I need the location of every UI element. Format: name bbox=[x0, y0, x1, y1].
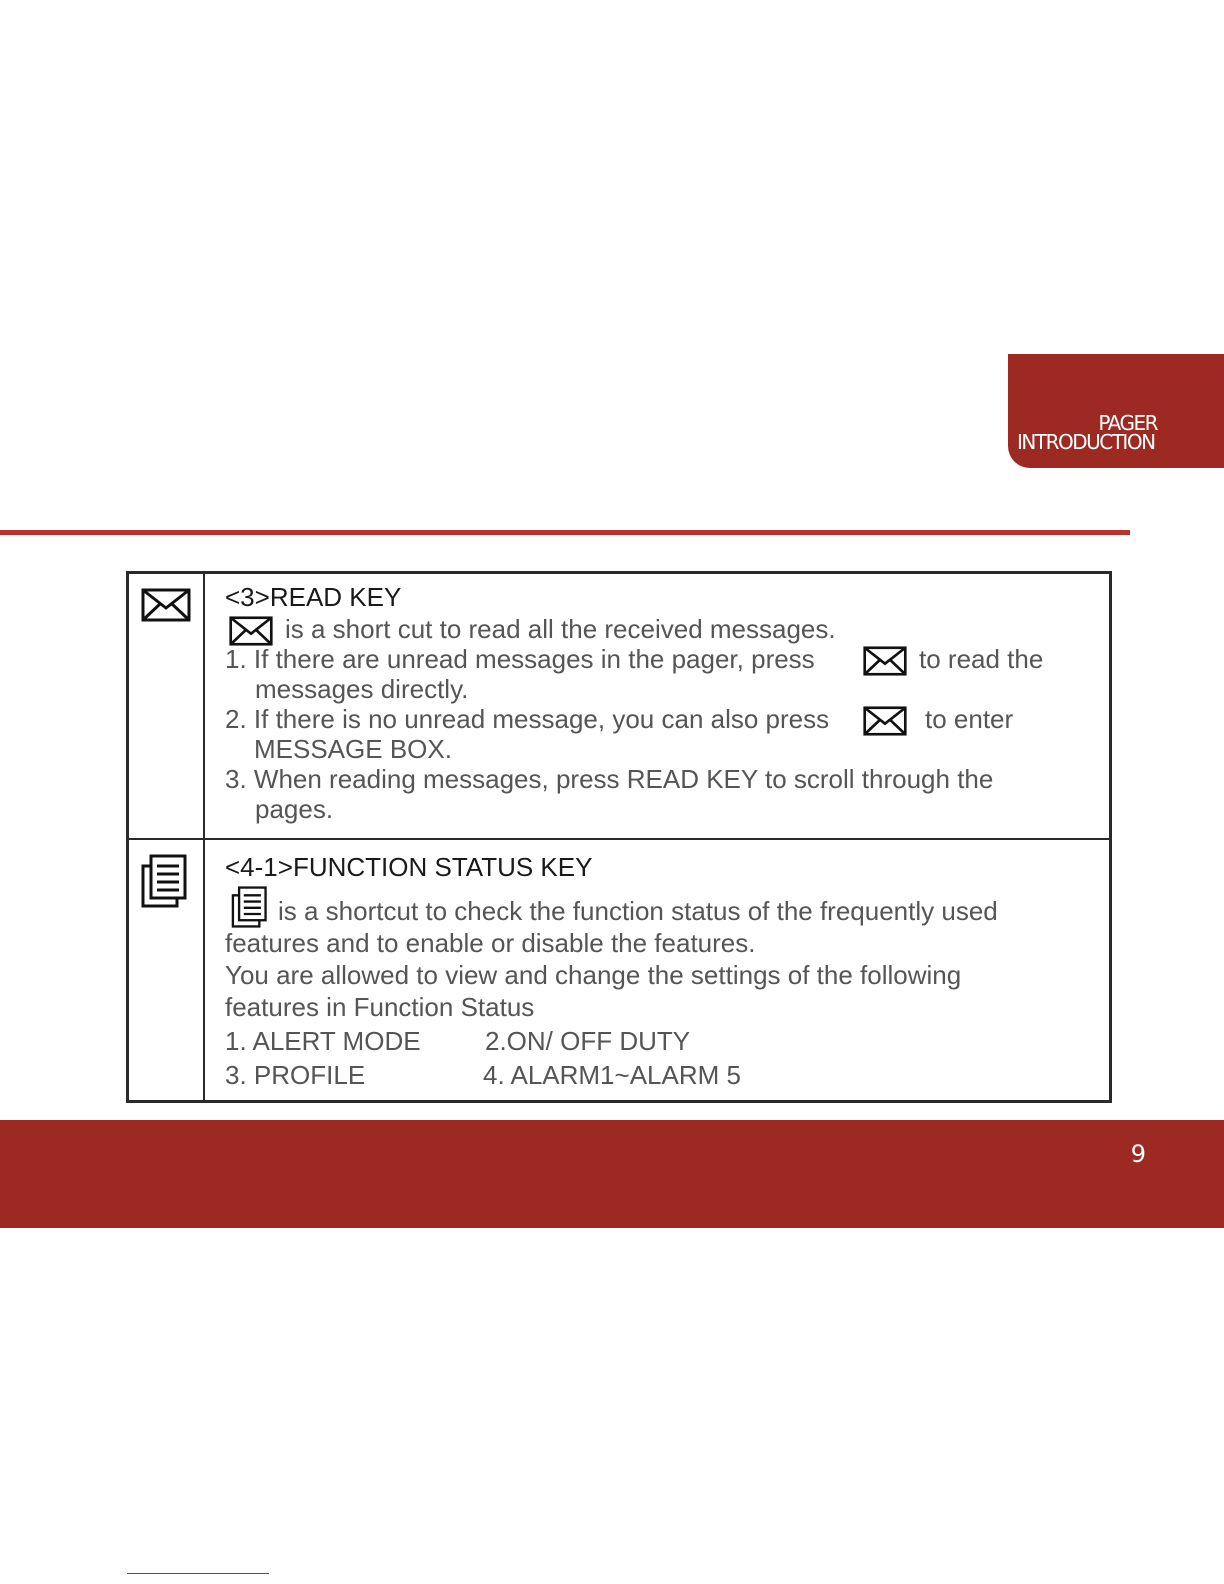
option-alarm: 4. ALARM1~ALARM 5 bbox=[483, 1060, 741, 1090]
function-status-heading: <4-1>FUNCTION STATUS KEY bbox=[225, 852, 593, 882]
option-alert-mode: 1. ALERT MODE bbox=[225, 1026, 421, 1056]
option-profile: 3. PROFILE bbox=[225, 1060, 366, 1090]
read-key-item2-line1b: to enter bbox=[925, 704, 1014, 734]
section-tab-line1: PAGER bbox=[1098, 411, 1157, 435]
read-key-item2-line1a: 2. If there is no unread message, you can also press bbox=[225, 704, 830, 734]
read-key-intro: is a short cut to read all the received messages. bbox=[285, 614, 836, 644]
read-key-heading: <3>READ KEY bbox=[225, 582, 402, 612]
table-row-function-status-key bbox=[128, 839, 1111, 1102]
option-on-off-duty: 2.ON/ OFF DUTY bbox=[485, 1026, 691, 1056]
function-status-para-line2: features in Function Status bbox=[225, 992, 535, 1022]
read-key-description bbox=[204, 573, 1111, 840]
read-key-icon-cell bbox=[128, 573, 205, 840]
header-rule bbox=[0, 530, 1130, 535]
read-key-item1-line1a: 1. If there are unread messages in the pager, press bbox=[225, 644, 815, 674]
read-key-item1-line2: messages directly. bbox=[255, 674, 469, 704]
table-row-read-key bbox=[128, 573, 1111, 840]
envelope-icon bbox=[862, 706, 908, 736]
function-status-icon-cell bbox=[128, 839, 205, 1102]
document-stack-icon bbox=[231, 886, 269, 928]
read-key-item3-line1: 3. When reading messages, press READ KEY to scroll through the bbox=[225, 764, 994, 794]
function-status-para-line1: You are allowed to view and change the settings of the following bbox=[225, 960, 962, 990]
envelope-icon bbox=[228, 616, 274, 646]
section-tab bbox=[1008, 354, 1224, 468]
read-key-item2-line2: MESSAGE BOX. bbox=[254, 734, 452, 764]
read-key-item3-line2: pages. bbox=[255, 794, 334, 824]
page-number: 9 bbox=[1130, 1140, 1146, 1168]
section-tab-line2: INTRODUCTION bbox=[1017, 430, 1155, 454]
document-stack-icon bbox=[141, 854, 189, 908]
function-status-description bbox=[204, 839, 1111, 1102]
key-table bbox=[126, 571, 1112, 1103]
envelope-icon bbox=[862, 646, 908, 676]
envelope-icon bbox=[141, 588, 191, 622]
bottom-divider bbox=[127, 1573, 269, 1574]
function-status-intro-line2: features and to enable or disable the features. bbox=[225, 928, 756, 958]
function-status-intro-line1: is a shortcut to check the function status of the frequently used bbox=[278, 896, 998, 926]
footer-band bbox=[0, 1120, 1224, 1228]
read-key-item1-line1b: to read the bbox=[919, 644, 1044, 674]
